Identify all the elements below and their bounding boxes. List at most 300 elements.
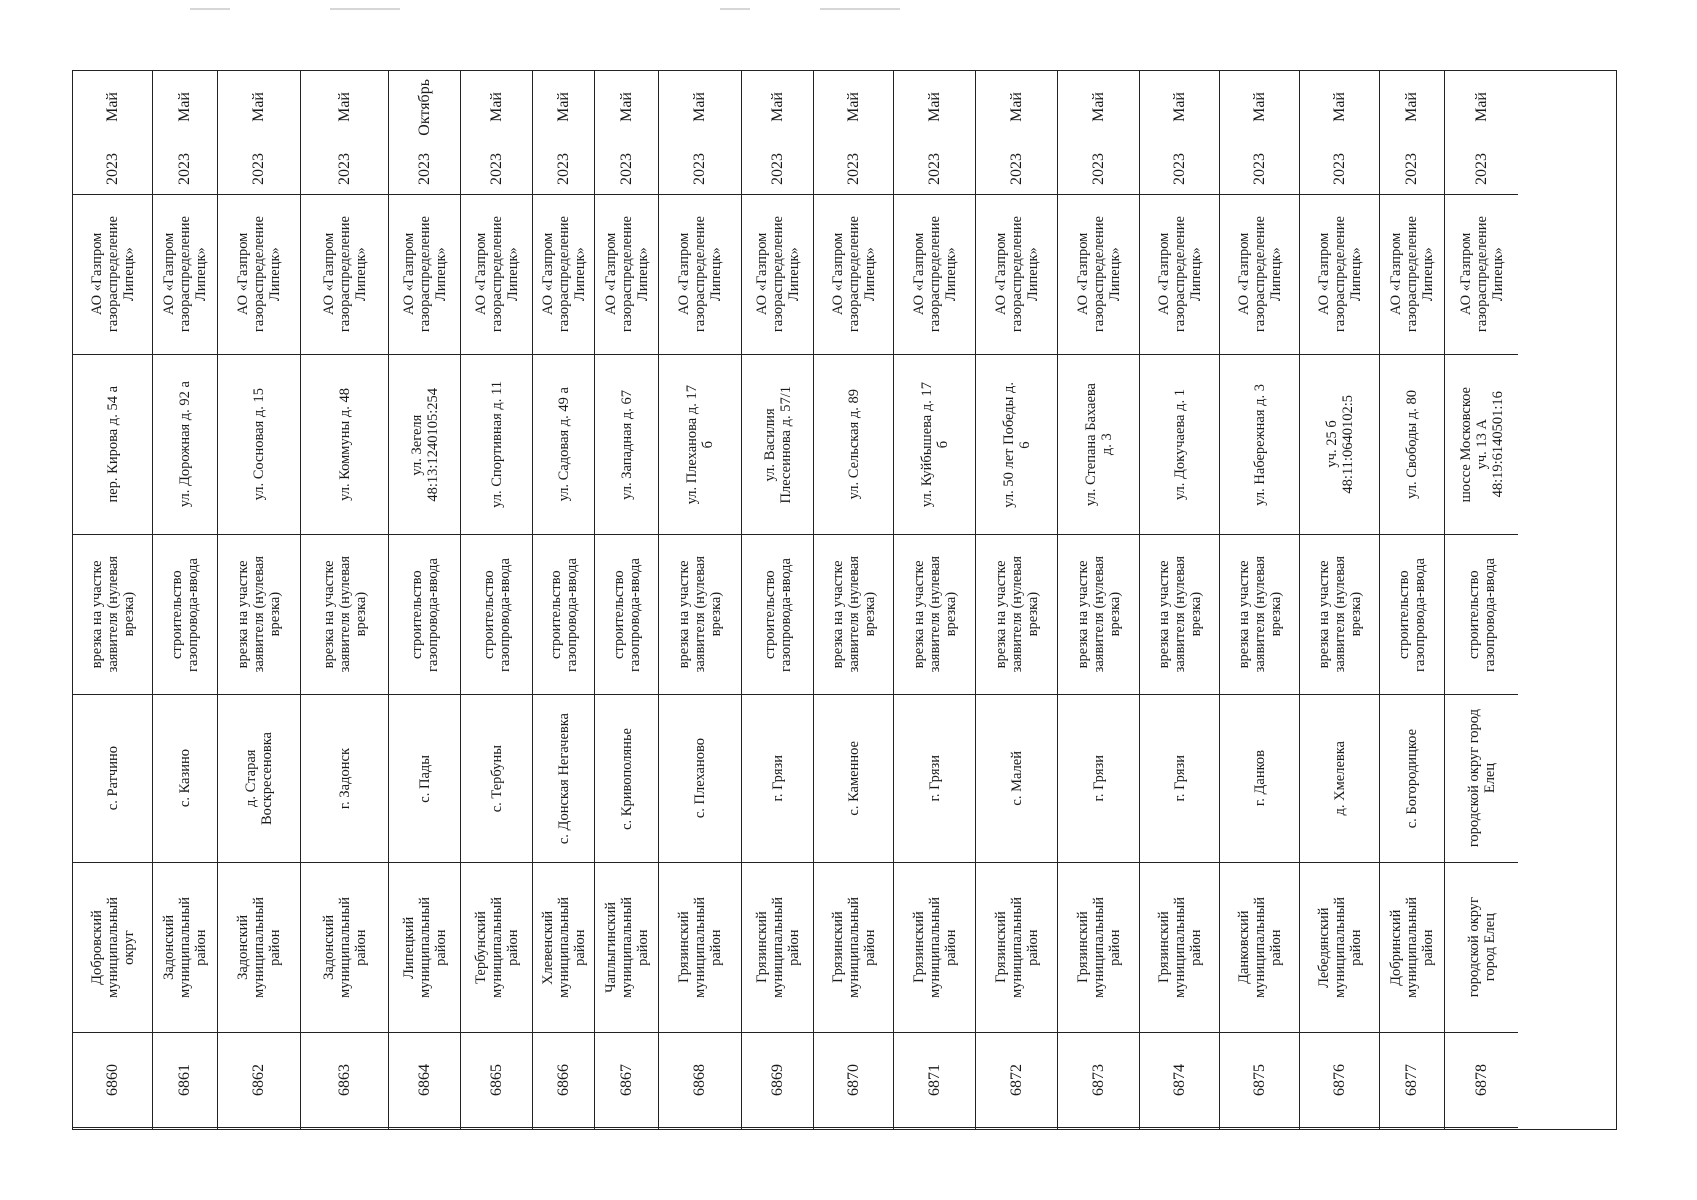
row-number-text: 6875 — [1250, 1064, 1268, 1096]
locality-cell — [533, 695, 594, 863]
locality-cell — [814, 695, 893, 863]
address-cell — [1140, 355, 1219, 535]
month-cell-text: Май — [617, 92, 635, 122]
year-cell — [1380, 143, 1444, 195]
row-number — [389, 1033, 460, 1128]
month-cell — [1058, 71, 1139, 143]
locality-cell-text: с. Донская Негачевка — [555, 712, 572, 845]
locality-cell — [659, 695, 741, 863]
district-cell-text: Грязинский муниципальный район — [753, 897, 802, 998]
district-cell — [1300, 863, 1379, 1033]
organization-cell-text: АО «Газпром газораспределение Липецк» — [1315, 216, 1364, 333]
locality-cell-text: с. Кривополянье — [618, 727, 635, 830]
organization-cell-text: АО «Газпром газораспределение Липецк» — [910, 216, 959, 333]
month-cell-text: Май — [250, 92, 267, 122]
year-cell — [1140, 143, 1219, 195]
year-cell-text: 2023 — [1250, 152, 1268, 185]
row-number-text: 6869 — [768, 1064, 786, 1096]
locality-cell-text: д. Хмелевка — [1331, 741, 1348, 816]
year-cell-text: 2023 — [691, 152, 708, 185]
month-cell — [595, 71, 658, 143]
district-cell-text: Добровский муниципальный округ — [88, 897, 137, 998]
locality-cell — [742, 695, 813, 863]
district-cell-text: Чаплыгинский муниципальный район — [602, 897, 651, 998]
table-row — [976, 71, 1058, 1129]
district-cell-text: Грязинский муниципальный район — [992, 897, 1041, 998]
work-type-cell — [595, 535, 658, 695]
work-type-cell-text: врезка на участке заявителя (нулевая врезка) — [1074, 556, 1123, 673]
year-cell — [73, 143, 152, 195]
year-cell-text: 2023 — [250, 152, 267, 185]
work-type-cell-text: врезка на участке заявителя (нулевая врезка) — [992, 556, 1041, 673]
year-cell — [461, 143, 532, 195]
organization-cell — [1058, 195, 1139, 355]
address-cell — [742, 355, 813, 535]
work-type-cell-text: врезка на участке заявителя (нулевая врезка) — [1155, 556, 1204, 673]
address-cell — [389, 355, 460, 535]
organization-cell-text: АО «Газпром газораспределение Липецк» — [320, 216, 369, 333]
year-cell — [659, 143, 741, 195]
locality-cell-text: с. Плеханово — [692, 738, 708, 819]
year-cell-text: 2023 — [1170, 152, 1188, 185]
work-type-cell — [73, 535, 152, 695]
district-cell — [1140, 863, 1219, 1033]
address-cell-text: ул. Докучаева д. 1 — [1171, 388, 1188, 501]
locality-cell — [894, 695, 975, 863]
row-number — [1220, 1033, 1299, 1128]
row-number — [533, 1033, 594, 1128]
row-number — [218, 1033, 300, 1128]
organization-cell-text: АО «Газпром газораспределение Липецк» — [1388, 216, 1436, 333]
organization-cell — [73, 195, 152, 355]
address-cell — [1058, 355, 1139, 535]
locality-cell-text: с. Казино — [177, 749, 193, 808]
work-type-cell — [461, 535, 532, 695]
year-cell — [742, 143, 813, 195]
address-cell — [218, 355, 300, 535]
work-type-cell-text: врезка на участке заявителя (нулевая врезка) — [910, 556, 959, 673]
address-cell — [301, 355, 388, 535]
work-type-cell-text: строительство газопровода-ввода — [547, 557, 580, 672]
organization-cell-text: АО «Газпром газораспределение Липецк» — [676, 216, 724, 333]
organization-cell-text: АО «Газпром газораспределение Липецк» — [829, 216, 878, 333]
district-cell-text: Задонский муниципальный район — [161, 897, 209, 998]
address-cell — [1300, 355, 1379, 535]
address-cell-text: ул. Западная д. 67 — [618, 389, 635, 500]
row-number — [1300, 1033, 1379, 1128]
district-cell-text: Данковский муниципальный район — [1235, 897, 1284, 998]
address-cell — [1380, 355, 1444, 535]
work-type-cell — [976, 535, 1057, 695]
locality-cell — [976, 695, 1057, 863]
address-cell-text: ул. Коммуны д. 48 — [336, 388, 353, 501]
district-cell — [742, 863, 813, 1033]
address-cell-text: ул. Василия Плесеинова д. 57/1 — [761, 385, 794, 504]
organization-cell — [814, 195, 893, 355]
month-cell — [742, 71, 813, 143]
month-cell — [153, 71, 217, 143]
district-cell — [533, 863, 594, 1033]
work-type-cell — [1445, 535, 1518, 695]
month-cell-text: Октябрь — [415, 78, 433, 136]
address-cell — [461, 355, 532, 535]
district-cell — [301, 863, 388, 1033]
address-cell — [73, 355, 152, 535]
work-type-cell-text: строительство газопровода-ввода — [1465, 557, 1498, 672]
organization-cell-text: АО «Газпром газораспределение Липецк» — [1457, 216, 1506, 333]
organization-cell — [461, 195, 532, 355]
locality-cell — [595, 695, 658, 863]
year-cell — [533, 143, 594, 195]
organization-cell — [1220, 195, 1299, 355]
month-cell — [1220, 71, 1299, 143]
month-cell-text: Май — [691, 92, 708, 122]
row-number — [659, 1033, 741, 1128]
locality-cell — [301, 695, 388, 863]
scan-artifact — [330, 8, 400, 10]
month-cell — [1380, 71, 1444, 143]
month-cell-text: Май — [103, 92, 121, 122]
year-cell — [595, 143, 658, 195]
work-type-cell-text: строительство газопровода-ввода — [408, 557, 441, 672]
district-cell — [595, 863, 658, 1033]
row-number-text: 6876 — [1330, 1064, 1348, 1096]
month-cell — [1445, 71, 1518, 143]
locality-cell-text: г. Грязи — [769, 755, 786, 802]
organization-cell-text: АО «Газпром газораспределение Липецк» — [992, 216, 1041, 333]
row-number — [742, 1033, 813, 1128]
address-cell — [533, 355, 594, 535]
year-cell — [894, 143, 975, 195]
row-number-text: 6871 — [925, 1064, 943, 1096]
address-cell-text: ул. Плеханова д. 17 б — [684, 384, 716, 505]
year-cell — [301, 143, 388, 195]
year-cell — [1445, 143, 1518, 195]
locality-cell — [73, 695, 152, 863]
year-cell — [389, 143, 460, 195]
locality-cell — [1058, 695, 1139, 863]
work-type-cell — [1220, 535, 1299, 695]
district-cell-text: Тербунский муниципальный район — [472, 897, 521, 998]
year-cell-text: 2023 — [768, 152, 786, 185]
locality-cell-text: д. Старая Воскресеновка — [243, 732, 275, 825]
month-cell — [1140, 71, 1219, 143]
work-type-cell-text: строительство газопровода-ввода — [1396, 557, 1428, 672]
gas-connection-table — [72, 70, 1617, 1130]
row-number — [595, 1033, 658, 1128]
work-type-cell-text: строительство газопровода-ввода — [761, 557, 794, 672]
year-cell — [1300, 143, 1379, 195]
organization-cell — [1380, 195, 1444, 355]
row-number-text: 6864 — [415, 1064, 433, 1096]
address-cell — [659, 355, 741, 535]
organization-cell — [389, 195, 460, 355]
locality-cell — [1140, 695, 1219, 863]
organization-cell-text: АО «Газпром газораспределение Липецк» — [1155, 216, 1204, 333]
district-cell-text: Задонский муниципальный район — [235, 897, 283, 998]
row-number — [73, 1033, 152, 1128]
row-number-text: 6877 — [1403, 1064, 1420, 1096]
year-cell — [1058, 143, 1139, 195]
month-cell — [533, 71, 594, 143]
work-type-cell — [1380, 535, 1444, 695]
district-cell-text: Хлевенский муниципальный район — [539, 897, 588, 998]
organization-cell-text: АО «Газпром газораспределение Липецк» — [472, 216, 521, 333]
row-number-text: 6872 — [1007, 1064, 1025, 1096]
address-cell-text: ул. Садовая д. 49 а — [555, 387, 572, 502]
year-cell-text: 2023 — [487, 152, 505, 185]
work-type-cell-text: строительство газопровода-ввода — [610, 557, 643, 672]
row-number-text: 6860 — [103, 1064, 121, 1096]
work-type-cell-text: врезка на участке заявителя (нулевая врезка) — [1315, 556, 1364, 673]
table-row — [153, 71, 218, 1129]
month-cell-text: Май — [1089, 92, 1107, 122]
row-number-text: 6868 — [691, 1064, 708, 1096]
locality-cell — [1380, 695, 1444, 863]
row-number-text: 6862 — [250, 1064, 267, 1096]
work-type-cell-text: строительство газопровода-ввода — [169, 557, 201, 672]
locality-cell-text: г. Грязи — [1171, 755, 1188, 802]
locality-cell — [389, 695, 460, 863]
address-cell — [976, 355, 1057, 535]
district-cell — [894, 863, 975, 1033]
organization-cell — [153, 195, 217, 355]
district-cell-text: Грязинский муниципальный район — [910, 897, 959, 998]
locality-cell-text: г. Задонск — [336, 747, 353, 810]
row-number-text: 6874 — [1170, 1064, 1188, 1096]
table-row — [1220, 71, 1300, 1129]
table-row — [533, 71, 595, 1129]
year-cell-text: 2023 — [1089, 152, 1107, 185]
month-cell — [659, 71, 741, 143]
year-cell-text: 2023 — [1007, 152, 1025, 185]
year-cell-text: 2023 — [925, 152, 943, 185]
work-type-cell-text: врезка на участке заявителя (нулевая врезка) — [88, 556, 137, 673]
district-cell-text: Грязинский муниципальный район — [1155, 897, 1204, 998]
work-type-cell — [1300, 535, 1379, 695]
row-number — [301, 1033, 388, 1128]
address-cell-text: ул. Куйбышева д. 17 б — [918, 381, 951, 508]
month-cell-text: Май — [925, 92, 943, 122]
row-number — [461, 1033, 532, 1128]
month-cell — [1300, 71, 1379, 143]
district-cell — [73, 863, 152, 1033]
address-cell — [894, 355, 975, 535]
work-type-cell — [894, 535, 975, 695]
work-type-cell-text: врезка на участке заявителя (нулевая врезка) — [829, 556, 878, 673]
month-cell — [73, 71, 152, 143]
year-cell — [153, 143, 217, 195]
row-number — [153, 1033, 217, 1128]
district-cell-text: Липецкий муниципальный район — [400, 897, 449, 998]
organization-cell-text: АО «Газпром газораспределение Липецк» — [235, 216, 283, 333]
address-cell-text: ул. Сельская д. 89 — [845, 389, 862, 500]
month-cell — [814, 71, 893, 143]
locality-cell-text: с. Малей — [1008, 751, 1025, 806]
address-cell-text: уч. 25 б 48:11:0640102:5 — [1323, 395, 1356, 494]
row-number-text: 6878 — [1472, 1064, 1490, 1096]
address-cell-text: ул. Свободы д. 80 — [1404, 390, 1420, 499]
organization-cell — [976, 195, 1057, 355]
work-type-cell-text: врезка на участке заявителя (нулевая врезка) — [320, 556, 369, 673]
table-row — [1300, 71, 1380, 1129]
year-cell — [218, 143, 300, 195]
locality-cell-text: с. Пады — [416, 754, 433, 803]
year-cell-text: 2023 — [554, 152, 572, 185]
address-cell-text: шоссе Московское уч. 13 А 48:19:6140501:16 — [1457, 386, 1506, 503]
address-cell-text: ул. Дорожная д. 92 а — [177, 381, 193, 508]
table-row — [1445, 71, 1518, 1129]
month-cell-text: Май — [768, 92, 786, 122]
scan-artifact — [190, 8, 230, 10]
year-cell-text: 2023 — [335, 152, 353, 185]
row-number-text: 6866 — [554, 1064, 572, 1096]
year-cell — [814, 143, 893, 195]
table-row — [461, 71, 533, 1129]
month-cell-text: Май — [487, 92, 505, 122]
row-number — [976, 1033, 1057, 1128]
month-cell-text: Май — [554, 92, 572, 122]
work-type-cell — [1058, 535, 1139, 695]
district-cell-text: Грязинский муниципальный район — [1074, 897, 1123, 998]
year-cell-text: 2023 — [617, 152, 635, 185]
month-cell — [389, 71, 460, 143]
address-cell-text: ул. Степана Бахаева д. 3 — [1082, 382, 1115, 507]
organization-cell — [1300, 195, 1379, 355]
district-cell-text: Задонский муниципальный район — [320, 897, 369, 998]
year-cell-text: 2023 — [844, 152, 862, 185]
organization-cell — [1140, 195, 1219, 355]
table-row — [301, 71, 389, 1129]
month-cell — [218, 71, 300, 143]
organization-cell-text: АО «Газпром газораспределение Липецк» — [88, 216, 137, 333]
table-row — [1058, 71, 1140, 1129]
locality-cell-text: г. Грязи — [926, 755, 943, 802]
district-cell — [1380, 863, 1444, 1033]
row-number-text: 6865 — [487, 1064, 505, 1096]
row-number — [814, 1033, 893, 1128]
locality-cell-text: г. Грязи — [1090, 755, 1107, 802]
district-cell-text: Грязинский муниципальный район — [829, 897, 878, 998]
organization-cell — [1445, 195, 1518, 355]
district-cell-text: Грязинский муниципальный район — [676, 897, 724, 998]
organization-cell — [894, 195, 975, 355]
address-cell — [814, 355, 893, 535]
month-cell-text: Май — [1007, 92, 1025, 122]
month-cell — [894, 71, 975, 143]
organization-cell-text: АО «Газпром газораспределение Липецк» — [161, 216, 209, 333]
district-cell — [659, 863, 741, 1033]
work-type-cell — [389, 535, 460, 695]
locality-cell — [1445, 695, 1518, 863]
table-row — [814, 71, 894, 1129]
table-row — [659, 71, 742, 1129]
table-row — [1140, 71, 1220, 1129]
locality-cell — [1300, 695, 1379, 863]
table-row — [894, 71, 976, 1129]
month-cell-text: Май — [1170, 92, 1188, 122]
month-cell-text: Май — [1330, 92, 1348, 122]
district-cell — [1220, 863, 1299, 1033]
year-cell-text: 2023 — [1472, 152, 1490, 185]
work-type-cell-text: врезка на участке заявителя (нулевая врезка) — [235, 556, 283, 673]
row-number — [894, 1033, 975, 1128]
work-type-cell — [301, 535, 388, 695]
address-cell-text: ул. Спортивная д. 11 — [488, 381, 505, 508]
year-cell — [1220, 143, 1299, 195]
address-cell-text: ул. 50 лет Победы д. 6 — [1000, 381, 1033, 508]
address-cell — [595, 355, 658, 535]
year-cell-text: 2023 — [1330, 152, 1348, 185]
address-cell-text: пер. Кирова д. 54 а — [104, 386, 121, 503]
work-type-cell — [533, 535, 594, 695]
address-cell — [153, 355, 217, 535]
month-cell-text: Май — [1472, 92, 1490, 122]
organization-cell-text: АО «Газпром газораспределение Липецк» — [1074, 216, 1123, 333]
locality-cell — [218, 695, 300, 863]
district-cell-text: Лебедянский муниципальный район — [1315, 897, 1364, 998]
organization-cell-text: АО «Газпром газораспределение Липецк» — [539, 216, 588, 333]
locality-cell — [153, 695, 217, 863]
address-cell-text: ул. Набережная д. 3 — [1251, 383, 1268, 506]
locality-cell-text: с. Каменное — [845, 741, 862, 816]
work-type-cell — [218, 535, 300, 695]
district-cell — [1445, 863, 1518, 1033]
organization-cell — [742, 195, 813, 355]
organization-cell-text: АО «Газпром газораспределение Липецк» — [400, 216, 449, 333]
scan-artifact — [820, 8, 900, 10]
address-cell-text: ул. Сосновая д. 15 — [251, 388, 267, 501]
month-cell-text: Май — [1403, 92, 1420, 122]
work-type-cell — [814, 535, 893, 695]
row-number-text: 6867 — [617, 1064, 635, 1096]
year-cell-text: 2023 — [415, 152, 433, 185]
district-cell — [218, 863, 300, 1033]
organization-cell-text: АО «Газпром газораспределение Липецк» — [753, 216, 802, 333]
table-row — [73, 71, 153, 1129]
row-number-text: 6863 — [335, 1064, 353, 1096]
table-row — [1380, 71, 1445, 1129]
row-number-text: 6873 — [1089, 1064, 1107, 1096]
organization-cell — [301, 195, 388, 355]
organization-cell — [659, 195, 741, 355]
row-number-text: 6870 — [844, 1064, 862, 1096]
locality-cell — [461, 695, 532, 863]
scan-artifact — [720, 8, 750, 10]
month-cell — [461, 71, 532, 143]
organization-cell-text: АО «Газпром газораспределение Липецк» — [602, 216, 651, 333]
row-number — [1380, 1033, 1444, 1128]
organization-cell — [595, 195, 658, 355]
locality-cell-text: с. Ратчино — [104, 746, 121, 811]
month-cell-text: Май — [176, 92, 193, 122]
district-cell — [389, 863, 460, 1033]
work-type-cell — [1140, 535, 1219, 695]
year-cell — [976, 143, 1057, 195]
address-cell-text: ул. Зегеля 48:13:1240105:254 — [408, 387, 441, 502]
year-cell-text: 2023 — [1403, 152, 1420, 185]
month-cell-text: Май — [335, 92, 353, 122]
row-number-text: 6861 — [176, 1064, 193, 1096]
month-cell-text: Май — [844, 92, 862, 122]
work-type-cell-text: врезка на участке заявителя (нулевая врезка) — [1235, 556, 1284, 673]
year-cell-text: 2023 — [103, 152, 121, 185]
district-cell — [976, 863, 1057, 1033]
address-cell — [1445, 355, 1518, 535]
row-number — [1140, 1033, 1219, 1128]
work-type-cell — [153, 535, 217, 695]
locality-cell-text: городской округ город Елец — [1465, 709, 1498, 848]
